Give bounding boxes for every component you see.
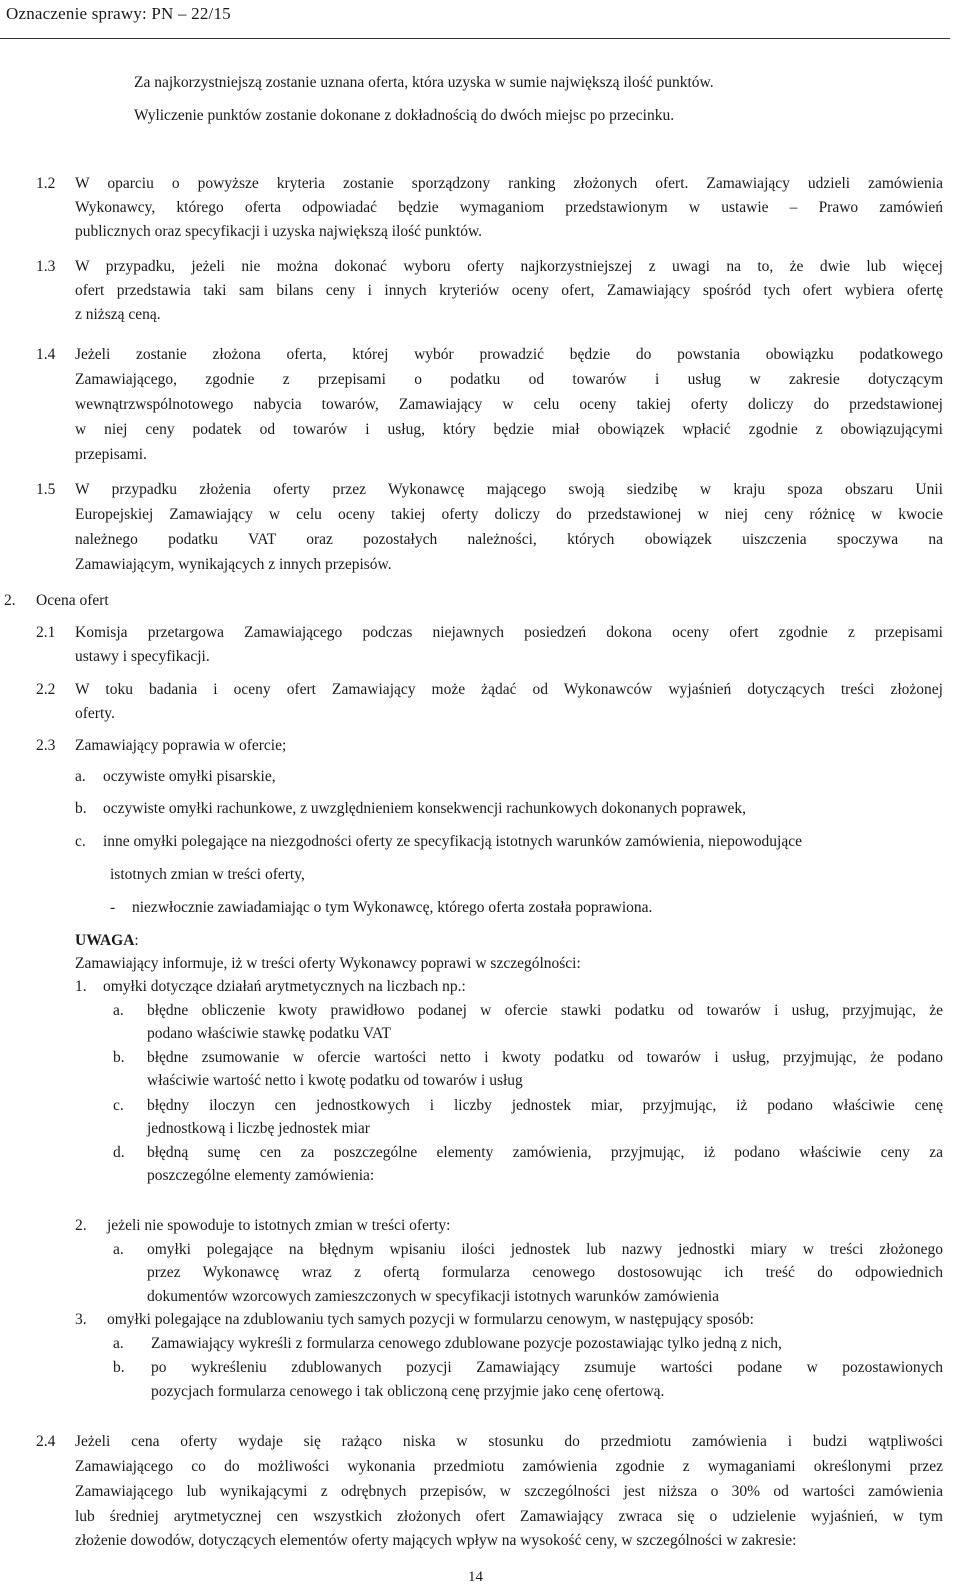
section-1-4-line-5: przepisami. <box>75 446 147 463</box>
intro-line-1: Za najkorzystniejszą zostanie uznana oferta, która uzyska w sumie największą ilość punktów. <box>134 74 714 91</box>
uwaga-colon: : <box>134 932 139 949</box>
uwaga-item-3a-marker: a. <box>113 1335 124 1352</box>
uwaga-item-1c-line-2: jednostkową i liczbę jednostek miar <box>147 1120 370 1137</box>
section-1-3-line-1: W przypadku, jeżeli nie można dokonać wyboru oferty najkorzystniejszej z uwagi na to, że dwie lub więcej <box>75 258 943 275</box>
section-1-4-number: 1.4 <box>36 346 56 363</box>
section-1-4-line-2: Zamawiającego, zgodnie z przepisami o podatku od towarów i usług w zakresie dotyczącym <box>75 371 943 388</box>
uwaga-label: UWAGA <box>75 932 135 949</box>
section-1-5-line-1: W przypadku złożenia oferty przez Wykonawcę mającego swoją siedzibę w kraju spoza obszaru Unii <box>75 481 943 498</box>
section-2-3-dash-text: niezwłocznie zawiadamiając o tym Wykonawcę, którego oferta została poprawiona. <box>132 899 653 916</box>
uwaga-heading <box>75 932 139 950</box>
section-2-1-line-2: ustawy i specyfikacji. <box>75 648 210 665</box>
uwaga-item-1b-marker: b. <box>113 1049 125 1066</box>
uwaga-item-3-number: 3. <box>75 1311 87 1328</box>
section-1-5-line-4: Zamawiającym, wynikających z innych przepisów. <box>75 556 392 573</box>
section-2-3-number: 2.3 <box>36 737 56 754</box>
uwaga-item-1-number: 1. <box>75 978 87 995</box>
section-1-5-number: 1.5 <box>36 481 56 498</box>
uwaga-item-1d-line-2: poszczególne elementy zamówienia: <box>147 1167 375 1184</box>
section-2-3-line-1: Zamawiający poprawia w ofercie; <box>75 737 287 754</box>
section-1-2-line-1: W oparciu o powyższe kryteria zostanie sporządzony ranking złożonych ofert. Zamawiający udzieli zamówienia <box>75 175 943 192</box>
section-2-title: Ocena ofert <box>36 592 109 609</box>
uwaga-item-3a-text: Zamawiający wykreśli z formularza cenowego zdublowane pozycje pozostawiając tylko jedną z nich, <box>151 1335 782 1352</box>
uwaga-item-1d-marker: d. <box>113 1144 125 1161</box>
uwaga-item-2a-line-2: przez Wykonawcę wraz z ofertą formularza cenowego dostosowując ich treść do odpowiednich <box>147 1264 943 1281</box>
section-2-3-a-marker: a. <box>75 768 86 785</box>
section-2-3-c-text-2: istotnych zmian w treści oferty, <box>110 866 305 883</box>
section-2-2-line-2: oferty. <box>75 705 115 722</box>
uwaga-item-1d-line-1: błędną sumę cen za poszczególne elementy zamówienia, przyjmując, iż podano właściwie ceny za <box>147 1144 943 1161</box>
section-1-4-line-1: Jeżeli zostanie złożona oferta, której wybór prowadzić będzie do powstania obowiązku podatkowego <box>75 346 943 363</box>
section-1-2-number: 1.2 <box>36 175 56 192</box>
uwaga-item-1a-marker: a. <box>113 1002 124 1019</box>
section-2-4-line-5: złożenie dowodów, dotyczących elementów oferty mających wpływ na wysokość ceny, w szczególności w zakresie: <box>75 1532 797 1549</box>
uwaga-item-1c-marker: c. <box>113 1097 124 1114</box>
section-1-3-line-3: z niższą ceną. <box>75 306 161 323</box>
section-2-3-a-text: oczywiste omyłki pisarskie, <box>103 768 276 785</box>
uwaga-item-2a-marker: a. <box>113 1241 124 1258</box>
section-2-4-line-3: Zamawiającego lub wynikającymi z odrębnych przepisów, w szczególności jest niższa o 30% od wartości zamówienia <box>75 1483 943 1500</box>
intro-line-2: Wyliczenie punktów zostanie dokonane z dokładnością do dwóch miejsc po przecinku. <box>134 107 675 124</box>
section-1-5-line-2: Europejskiej Zamawiający w celu oceny takiej oferty doliczy do przedstawionej w niej ceny różnicę w kwocie <box>75 506 943 523</box>
section-2-3-c-marker: c. <box>75 833 86 850</box>
page-number: 14 <box>468 1569 483 1585</box>
section-2-1-number: 2.1 <box>36 624 56 641</box>
uwaga-item-3b-marker: b. <box>113 1359 125 1376</box>
section-2-3-b-marker: b. <box>75 800 87 817</box>
section-2-4-line-1: Jeżeli cena oferty wydaje się rażąco niska w stosunku do przedmiotu zamówienia i budzi wątpliwości <box>75 1433 943 1450</box>
section-1-3-line-2: ofert przedstawia taki sam bilans ceny i innych kryteriów oceny ofert, Zamawiający spośród tych ofert wybiera ofertę <box>75 282 943 299</box>
uwaga-item-3b-line-2: pozycjach formularza cenowego i tak obliczoną cenę przyjmie jako cenę ofertową. <box>151 1383 665 1400</box>
section-2-3-c-text-1: inne omyłki polegające na niezgodności oferty ze specyfikacją istotnych warunków zamówienia, niepowodujące <box>103 833 802 850</box>
section-2-4-line-4: lub średniej arytmetycznej cen wszystkich złożonych ofert Zamawiający zwraca się o udzielenie wyjaśnień, w tym <box>75 1508 943 1525</box>
section-2-2-number: 2.2 <box>36 681 56 698</box>
uwaga-item-3b-line-1: po wykreśleniu zdublowanych pozycji Zamawiający zsumuje wartości podane w pozostawionych <box>151 1359 943 1376</box>
section-1-2-line-2: Wykonawcy, którego oferta odpowiadać będzie wymaganiom przedstawionym w ustawie – Prawo zamówień <box>75 199 943 216</box>
section-1-5-line-3: należnego podatku VAT oraz pozostałych należności, których obowiązek uiszczenia spoczywa na <box>75 531 943 548</box>
section-1-3-number: 1.3 <box>36 258 56 275</box>
uwaga-item-3-text: omyłki polegające na zdublowaniu tych samych pozycji w formularzu cenowym, w następujący sposób: <box>107 1311 754 1328</box>
uwaga-item-1a-line-1: błędne obliczenie kwoty prawidłowo podanej w ofercie stawki podatku od towarów i usług, przyjmując, że <box>147 1002 943 1019</box>
section-2-4-line-2: Zamawiającego co do możliwości wykonania przedmiotu zamówienia zgodnie z wymaganiami określonymi przez <box>75 1458 943 1475</box>
section-2-4-number: 2.4 <box>36 1433 56 1450</box>
uwaga-item-1b-line-1: błędne zsumowanie w ofercie wartości netto i kwoty podatku od towarów i usług, przyjmując, że podano <box>147 1049 943 1066</box>
section-2-number: 2. <box>4 592 16 609</box>
uwaga-item-2a-line-3: dokumentów wzorcowych zamieszczonych w specyfikacji istotnych warunków zamówienia <box>147 1288 720 1305</box>
section-2-3-b-text: oczywiste omyłki rachunkowe, z uwzględnieniem konsekwencji rachunkowych dokonanych poprawek, <box>103 800 747 817</box>
uwaga-item-1-text: omyłki dotyczące działań arytmetycznych na liczbach np.: <box>103 978 466 995</box>
uwaga-item-1b-line-2: właściwie wartość netto i kwotę podatku od towarów i usług <box>147 1072 523 1089</box>
section-1-4-line-3: wewnątrzwspólnotowego nabycia towarów, Zamawiający w celu oceny takiej oferty doliczy do przedstawionej <box>75 396 943 413</box>
uwaga-item-2a-line-1: omyłki polegające na błędnym wpisaniu ilości jednostek lub nazwy jednostki miary w treści złożonego <box>147 1241 943 1258</box>
section-1-2-line-3: publicznych oraz specyfikacji i uzyska największą ilość punktów. <box>75 223 483 240</box>
uwaga-intro: Zamawiający informuje, iż w treści oferty Wykonawcy poprawi w szczególności: <box>75 955 581 972</box>
section-1-4-line-4: w niej ceny podatek od towarów i usług, który będzie miał obowiązek wpłacić zgodnie z obowiązującymi <box>75 421 943 438</box>
uwaga-item-1c-line-1: błędny iloczyn cen jednostkowych i liczby jednostek miar, przyjmując, iż podano właściwie cenę <box>147 1097 943 1114</box>
uwaga-item-2-text: jeżeli nie spowoduje to istotnych zmian w treści oferty: <box>107 1217 451 1234</box>
uwaga-item-1a-line-2: podano właściwie stawkę podatku VAT <box>147 1025 391 1042</box>
uwaga-item-2-number: 2. <box>75 1217 87 1234</box>
case-number-header: Oznaczenie sprawy: PN – 22/15 <box>6 4 231 23</box>
section-2-3-dash: - <box>110 899 116 916</box>
section-2-1-line-1: Komisja przetargowa Zamawiającego podczas niejawnych posiedzeń dokona oceny ofert zgodnie z przepisami <box>75 624 943 641</box>
section-2-2-line-1: W toku badania i oceny ofert Zamawiający może żądać od Wykonawców wyjaśnień dotyczących treści złożonej <box>75 681 943 698</box>
header-rule <box>0 38 950 39</box>
